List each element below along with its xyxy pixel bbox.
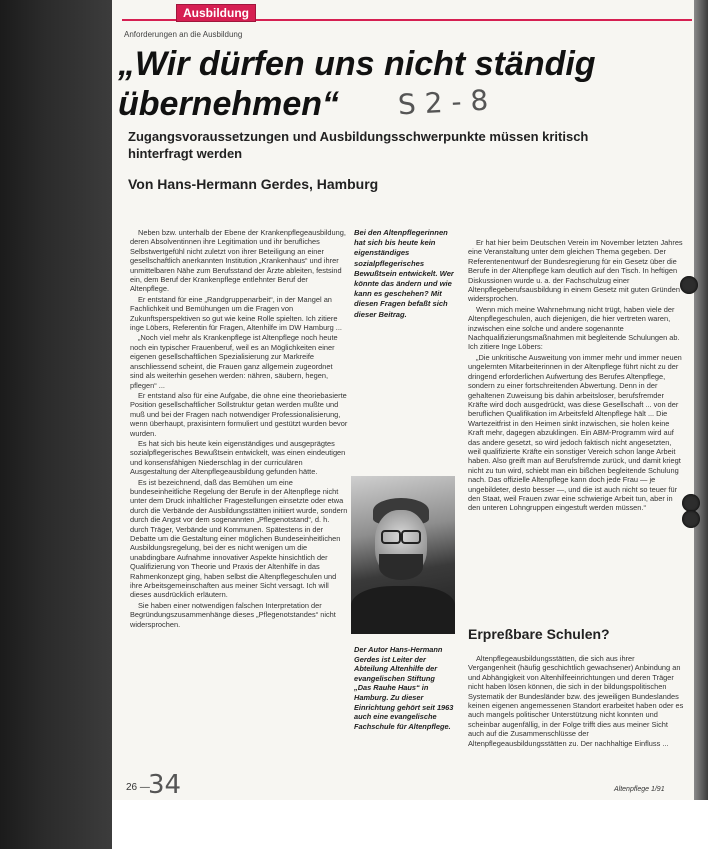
paragraph: Er entstand also für eine Aufgabe, die ohne eine theoriebasierte Position gesellschaftlicher Sollstruktur getan werden mußte und muß und bei der Fragen nach notwendiger Professionalisierung, wenn überhaupt, praxisintern formuliert und gestützt wurden bevor wurden. [130,390,348,438]
section-tag: Ausbildung [176,4,256,22]
paragraph: Er entstand für eine „Randgruppenarbeit“, in der Mangel an Fachlichkeit und Bemühungen um die Fragen von Zukunftsperspektiven so gut wie keine Rolle spielten. Ich zitiere inge Löbers, Referentin für Fragen, Altenhilfe im DW Hamburg ... [130,294,342,333]
body-column-3-continued [468,654,684,784]
page-footer: Altenpflege 1/91 [614,786,665,793]
handwritten-page-number: 34 [148,770,182,800]
paragraph: Es hat sich bis heute kein eigenständiges und ausgeprägtes sozialpflegerisches Bewußtsein entwickelt, was einen eindeutigen und konsensfähigen Niederschlag in der curriculären Ausgestaltung der Altenpflegeausbildung gefunden hätte. [130,438,346,477]
photo-shirt [351,586,455,634]
paragraph: Sie haben einer notwendigen falschen Interpretation der Begründungszusammenhänge dieses „Pflegenotstandes“ nicht widersprochen. [130,600,336,629]
author-photo [351,476,455,634]
scan-right-shadow [694,0,708,849]
teaser-column [354,228,454,368]
paragraph: Wenn mich meine Wahrnehmung nicht trügt, haben viele der Altenpflegeschulen, auch diejenigen, die hier vertreten waren, inzwischen eine solche und andere sogenannte Nachqualifizierungsmaßnahmen mit begleitende Schulungen ab. Ich zitiere Inge Löbers: [468,304,680,352]
author-line: Von Hans-Hermann Gerdes, Hamburg [128,176,379,192]
paragraph: „Noch viel mehr als Krankenpflege ist Altenpflege noch heute noch ein typischer Frauenberuf, weil es an Möglichkeiten einer eigenen gesellschaftlichen Spezialisierung zur Markreife anschliessend scheint, die Frauen ganz allgemein zugeordnet sind als weiterhin gesehen werden: nähren, säubern, hegen, pflegen“ ... [130,333,338,390]
photo-caption: Der Autor Hans-Hermann Gerdes ist Leiter der Abteilung Altenhilfe der evangelischen Stiftung „Das Rauhe Haus“ in Hamburg. Zu dieser Einrichtung gehört seit 1963 auch eine evangelische Fachschule für Altenpflege. [354,645,454,731]
paragraph: „Die unkritische Ausweitung von immer mehr und immer neuen ungelernten Mitarbeiterinnen in der Altenpflege führt nicht zu der dringend erforderlichen Aufwertung des Berufes Altenpflege, sondern zu einer fortschreitenden Abwertung. Denn in der gehaltenen Zuweisung bis dahin arbeitsloser, berufsfremder Kräfte wird doch ausgedrückt, was diese Gesellschaft ... von der beruflichen Qualifikation im Arbeitsfeld Altenpflege hält ... Die Wartezeitfrist in den Heimen sinkt inzwischen, sie holen keine Kraft mehr, dagegen abzuklingen. Ein ABM-Programm wird auf das andere gesetzt, so wird jedoch faktisch nicht angesetzten, weil qualifizierte Kräfte ein sonstiger Vereich schon lange Arbeit haben. Also greift man auf Berufsfremde zurück, und damit kriegt nicht zu tun wird, schiebt man ein bißchen begleitende Schulung nach. Das offizielle Altenpflege kann doch jede Frau — je ungebildeter, desto besser —, und die ist auch nicht so teuer für den Staat, weil Frauen zwar eine schwierige Arbeit tun, aber in den unteren Lohngruppen eingestuft werden müssen.“ [468,352,682,513]
photo-beard [379,554,423,580]
section-heading: Erpreßbare Schulen? [468,626,610,642]
photo-glasses [381,530,421,540]
body-column-1 [130,228,348,783]
paragraph: Er hat hier beim Deutschen Verein im November letzten Jahres eine Veranstaltung unter dem gleichen Thema gegeben. Der Referentenentwurf der Bundesregierung für ein Gesetz über die Berufe in der Altenpflege kam deutlich auf den Tisch. In heftigen Diskussionen wurde u. a. der Fachschulzug einer Altenpflegeberufsausbildung in einem Gesetz mit guten Gründen widersprochen. [468,238,683,304]
paragraph: Neben bzw. unterhalb der Ebene der Krankenpflegeausbildung, deren Absolventinnen ihre Legitimation und ihr berufliches Selbstwertgefühl nicht zuletzt von ihrer Beteiligung an einer gesellschaftlich anerkannten Institution „Krankenhaus“ und ihrer unmittelbaren Nähe zum Berufsstand der Ärzte ableiten, festsind ein, dem Beruf der Krankenpflege entlehnter Beruf der Altenpflege. [130,228,346,294]
binder-hole-icon [682,510,700,528]
article-subheadline: Zugangsvoraussetzungen und Ausbildungsschwerpunkte müssen kritisch hinterfragt werden [128,129,589,161]
body-column-3 [468,238,684,608]
teaser-text: Bei den Altenpflegerinnen hat sich bis heute kein eigenständiges sozialpflegerisches Bewußtsein entwickelt. Wer könnte das ändern und wie kann es geschehen? Mit diesen Fragen befaßt sich dieser Beitrag. [354,228,454,319]
paragraph: Altenpflegeausbildungsstätten, die sich aus ihrer Vergangenheit (häufig geschichtlich gewachsener) Anbindung an und Abhängigkeit von Altenhilfeeinrichtungen und deren Träger nicht haben lösen können, die sich in der bildungspolitischen Systematik der Bundesländer bzw. des jeweiligen Bundeslandes keinen eigenen angemessenen Standort erarbeitet haben oder es auch mangels politischer Unterstützung nicht konnten und scheinbar augenfällig, in der Folge trifft dies aus meiner Sicht auch auf die Zusammenschlüsse der Altenpflegeausbildungsstätten zu. Der nachhaltige Einfluss ... [468,654,684,748]
scan-bottom-margin [112,800,708,849]
scan-dark-edge [0,0,112,849]
page-number: 26 — [126,782,150,793]
paragraph: Es ist bezeichnend, daß das Bemühen um eine bundeseinheitliche Regelung der Berufe in der Altenpflege nicht unter dem Druck inhaltlicher Fragestellungen einsetzte oder etwa durch die Verbände der Ausbildungsstätten initiiert wurde, sondern durch die Angst vor dem sogenannten „Pflegenotstand“, d. h. durch Träger, Verbände und Kommunen. Spätestens in der Debatte um die Gestaltung einer möglichen Bundeseinheitlichen Ausbildungsregelung, bei der es nicht wenigen um die unabdingbare Aufnahme innovativer Aspekte hinsichtlich der Qualifizierung von Theorie und Praxis der Altenhilfe in das Rahmenkonzept ging, haben selbst die Altenpflegeschulen und ihre Arbeitsgemeinschaften aus meiner Sicht versagt. Ich will dieses ausdrücklich erläutern. [130,477,348,600]
handwritten-mark: S 2 - 8 [397,83,490,122]
intro-note: Anforderungen an die Ausbildung [124,30,243,39]
article-headline: „Wir dürfen uns nicht ständig übernehmen“ [118,45,596,123]
